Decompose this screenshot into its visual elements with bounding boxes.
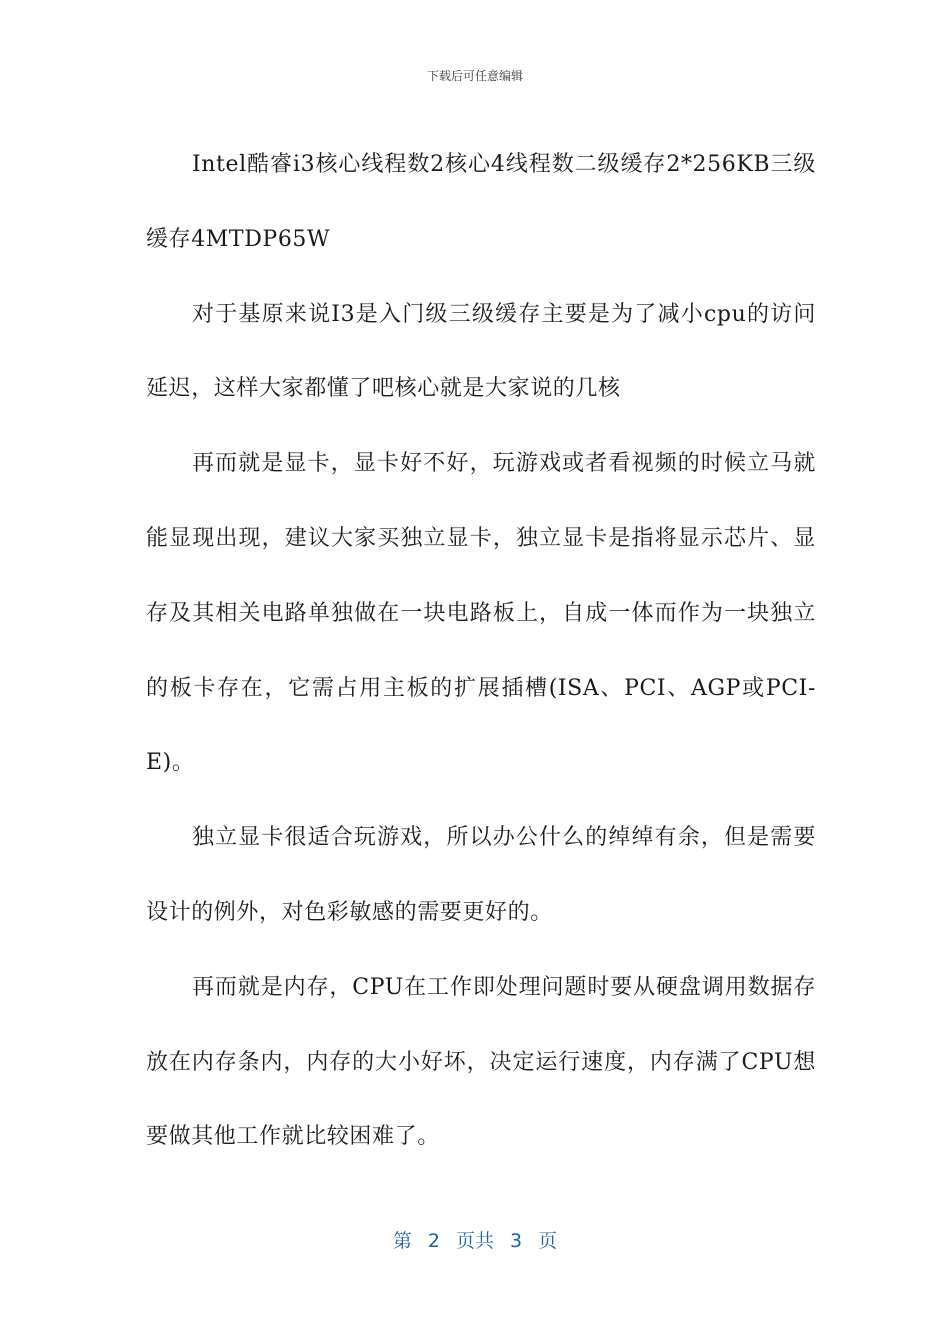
paragraph-discrete-gpu-use: 独立显卡很适合玩游戏，所以办公什么的绰绰有余，但是需要设计的例外，对色彩敏感的需要更好的。 (146, 825, 816, 925)
page-number-footer: 第 2 页共 3 页 (392, 1230, 558, 1252)
paragraph-memory: 再而就是内存，CPU在工作即处理问题时要从硬盘调用数据存放在内存条内，内存的大小好坏，决定运行速度，内存满了CPU想要做其他工作就比较困难了。 (146, 974, 816, 1150)
paragraph-graphics-card: 再而就是显卡，显卡好不好，玩游戏或者看视频的时候立马就能显现出现，建议大家买独立显卡，独立显卡是指将显示芯片、显存及其相关电路单独做在一块电路板上，自成一体而作为一块独立的板卡存在，它需占用主板的扩展插槽(ISA、PCI、AGP或PCI-E)。 (146, 451, 816, 776)
page-header-note: 下载后可任意编辑 (426, 69, 523, 83)
document-body (146, 128, 816, 1175)
paragraph-cache-explanation: 对于基原来说I3是入门级三级缓存主要是为了减小cpu的访问延迟，这样大家都懂了吧核心就是大家说的几核 (146, 301, 816, 402)
paragraph-cpu-spec: Intel酷睿i3核心线程数2核心4线程数二级缓存2*256KB三级缓存4MTDP65W (146, 152, 816, 252)
